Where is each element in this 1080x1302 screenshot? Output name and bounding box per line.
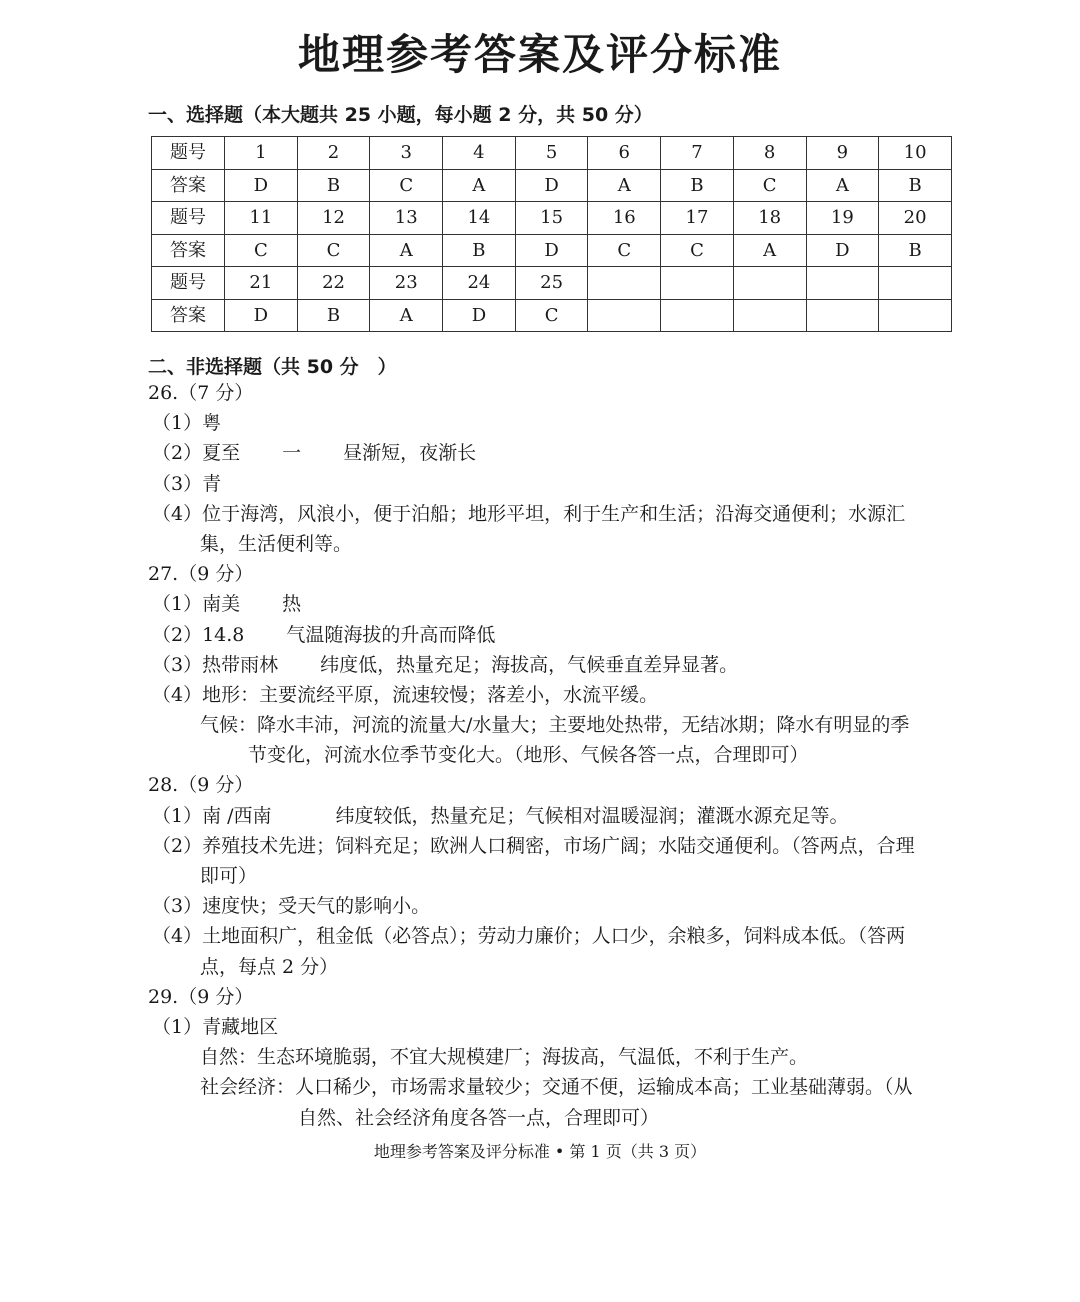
q28-answer-1 (148, 801, 958, 831)
q26-answer-1: （1）粤 (152, 412, 222, 435)
answer-cell: A (733, 234, 806, 267)
answer-cell: A (806, 169, 879, 202)
q29-heading: 29.（9 分） (148, 985, 254, 1008)
question-number-cell: 3 (370, 137, 443, 170)
question-number-cell (806, 267, 879, 300)
answer-cell: A (370, 299, 443, 332)
page-footer: 地理参考答案及评分标准 • 第 1 页（共 3 页） (373, 1142, 707, 1161)
answer-cell: C (297, 234, 370, 267)
answer-cell: B (879, 169, 952, 202)
question-number-cell: 4 (443, 137, 516, 170)
row-label-number: 题号 (152, 137, 225, 170)
section2-heading: 二、非选择题（共 50 分 ） (148, 356, 397, 378)
q29-answer-1: （1）青藏地区 (152, 1015, 279, 1038)
q26-answer-4b: 集，生活便利等。 (200, 532, 353, 555)
q28-answer-1a: （1）南 /西南 (152, 804, 272, 827)
question-number-cell: 17 (661, 202, 734, 235)
q29-answer-1d: 自然、社会经济角度各答一点，合理即可） (298, 1106, 660, 1129)
row-label-number: 题号 (152, 202, 225, 235)
question-number-cell: 8 (733, 137, 806, 170)
answer-table (151, 136, 952, 332)
q27-answer-4b: 气候：降水丰沛，河流的流量大/水量大；主要地处热带，无结冰期；降水有明显的季 (200, 714, 910, 737)
answer-cell: C (515, 299, 588, 332)
question-number-cell: 16 (588, 202, 661, 235)
answer-row (152, 299, 952, 332)
question-number-cell: 10 (879, 137, 952, 170)
q27-answer-1 (148, 589, 958, 619)
question-number-row (152, 137, 952, 170)
question-number-cell: 19 (806, 202, 879, 235)
question-number-cell: 13 (370, 202, 443, 235)
answer-cell: D (515, 169, 588, 202)
q29-answer-1c: 社会经济：人口稀少，市场需求量较少；交通不便，运输成本高；工业基础薄弱。（从 (200, 1076, 913, 1099)
row-label-answer: 答案 (152, 234, 225, 267)
q27-answer-2 (148, 620, 958, 650)
question-number-cell: 22 (297, 267, 370, 300)
q26-answer-3: （3）青 (152, 472, 222, 495)
q26-answer-2a: （2）夏至 (152, 442, 241, 465)
q27-answer-2a: （2）14.8 (152, 623, 245, 646)
q27-answer-3b: 纬度低，热量充足；海拔高，气候垂直差异显著。 (320, 653, 739, 676)
question-number-cell (588, 267, 661, 300)
question-number-cell: 20 (879, 202, 952, 235)
q28-answer-2b: 即可） (200, 865, 258, 887)
q27-answer-3 (148, 650, 958, 680)
q27-answer-4c: 节变化，河流水位季节变化大。（地形、气候各答一点，合理即可） (248, 744, 809, 767)
section1-heading: 一、选择题（本大题共 25 小题，每小题 2 分，共 50 分） (148, 104, 653, 126)
answer-cell (879, 299, 952, 332)
q28-answer-3: （3）速度快；受天气的影响小。 (152, 895, 431, 918)
q26-heading: 26.（7 分） (148, 382, 254, 404)
row-label-number: 题号 (152, 267, 225, 300)
question-number-cell: 5 (515, 137, 588, 170)
question-number-cell: 14 (443, 202, 516, 235)
question-number-cell: 2 (297, 137, 370, 170)
answer-cell: D (806, 234, 879, 267)
answer-cell: D (515, 234, 588, 267)
answer-cell (806, 299, 879, 332)
row-label-answer: 答案 (152, 169, 225, 202)
answer-cell: A (370, 234, 443, 267)
non-choice-answers (148, 378, 958, 1133)
q26-answer-2 (148, 438, 958, 468)
question-number-cell: 12 (297, 202, 370, 235)
question-number-cell: 23 (370, 267, 443, 300)
q26-answer-2b: 一 (282, 442, 302, 465)
question-number-cell: 1 (225, 137, 298, 170)
q28-answer-2a: （2）养殖技术先进；饲料充足；欧洲人口稠密，市场广阔；水陆交通便利。（答两点，合理 (152, 834, 915, 857)
question-number-row (152, 202, 952, 235)
question-number-cell (733, 267, 806, 300)
page-title: 地理参考答案及评分标准 (297, 30, 782, 79)
answer-cell: A (588, 169, 661, 202)
question-number-cell: 9 (806, 137, 879, 170)
q27-answer-3a: （3）热带雨林 (152, 653, 279, 676)
q29-answer-1b: 自然：生态环境脆弱，不宜大规模建厂；海拔高，气温低，不利于生产。 (200, 1046, 809, 1069)
question-number-cell: 21 (225, 267, 298, 300)
question-number-cell (661, 267, 734, 300)
answer-cell: C (225, 234, 298, 267)
answer-cell: A (443, 169, 516, 202)
answer-cell: B (297, 169, 370, 202)
answer-cell: B (297, 299, 370, 332)
answer-cell: B (443, 234, 516, 267)
row-label-answer: 答案 (152, 299, 225, 332)
q27-answer-2b: 气温随海拔的升高而降低 (286, 623, 496, 646)
q28-answer-1b: 纬度较低，热量充足；气候相对温暖湿润；灌溉水源充足等。 (335, 804, 849, 827)
answer-cell: B (879, 234, 952, 267)
question-number-cell: 24 (443, 267, 516, 300)
q27-heading: 27.（9 分） (148, 563, 254, 586)
question-number-cell: 7 (661, 137, 734, 170)
question-number-cell: 18 (733, 202, 806, 235)
question-number-cell (879, 267, 952, 300)
answer-cell: C (733, 169, 806, 202)
answer-row (152, 169, 952, 202)
question-number-cell: 6 (588, 137, 661, 170)
q26-answer-4a: （4）位于海湾，风浪小，便于泊船；地形平坦，利于生产和生活；沿海交通便利；水源汇 (152, 502, 906, 525)
question-number-cell: 15 (515, 202, 588, 235)
q28-heading: 28.（9 分） (148, 774, 254, 797)
answer-cell: C (370, 169, 443, 202)
question-number-cell: 11 (225, 202, 298, 235)
answer-cell (733, 299, 806, 332)
answer-cell: D (443, 299, 516, 332)
q28-answer-4b: 点，每点 2 分） (200, 955, 339, 978)
answer-cell: D (225, 169, 298, 202)
q27-answer-4a: （4）地形：主要流经平原，流速较慢；落差小，水流平缓。 (152, 683, 659, 706)
answer-cell: C (661, 234, 734, 267)
question-number-cell: 25 (515, 267, 588, 300)
answer-cell: B (661, 169, 734, 202)
answer-row (152, 234, 952, 267)
q28-answer-4a: （4）土地面积广，租金低（必答点）；劳动力廉价；人口少，余粮多，饲料成本低。（答两 (152, 925, 906, 948)
answer-cell: C (588, 234, 661, 267)
q27-answer-1a: （1）南美 (152, 593, 241, 616)
question-number-row (152, 267, 952, 300)
answer-cell: D (225, 299, 298, 332)
q26-answer-2c: 昼渐短，夜渐长 (343, 442, 477, 465)
answer-cell (661, 299, 734, 332)
answer-cell (588, 299, 661, 332)
q27-answer-1b: 热 (282, 593, 302, 616)
